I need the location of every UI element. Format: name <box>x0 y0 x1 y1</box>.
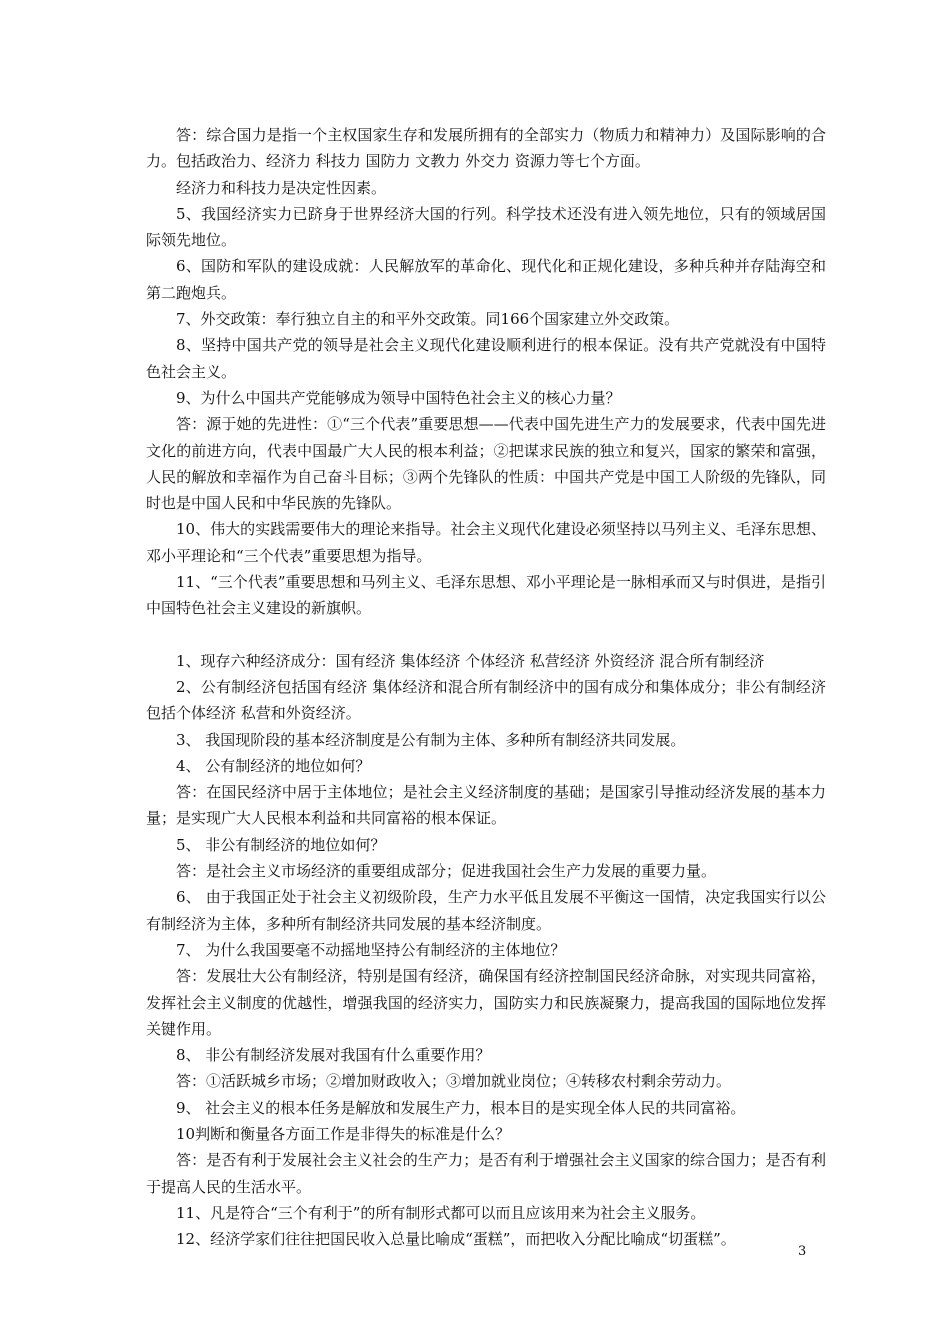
paragraph: 10、伟大的实践需要伟大的理论来指导。社会主义现代化建设必须坚持以马列主义、毛泽东思想、邓小平理论和“三个代表”重要思想为指导。 <box>146 520 826 565</box>
paragraph: 11、凡是符合“三个有利于”的所有制形式都可以而且应该用来为社会主义服务。 <box>176 1203 706 1222</box>
paragraph: 答：是否有利于发展社会主义社会的生产力；是否有利于增强社会主义国家的综合国力；是否有利于提高人民的生活水平。 <box>146 1151 826 1196</box>
paragraph: 5、 非公有制经济的地位如何？ <box>176 835 386 854</box>
paragraph: 4、 公有制经济的地位如何？ <box>176 756 371 775</box>
paragraph: 11、“三个代表”重要思想和马列主义、毛泽东思想、邓小平理论是一脉相承而又与时俱进，是指引中国特色社会主义建设的新旗帜。 <box>146 573 826 618</box>
paragraph: 6、 由于我国正处于社会主义初级阶段，生产力水平低且发展不平衡这一国情，决定我国实行以公有制经济为主体，多种所有制经济共同发展的基本经济制度。 <box>146 888 826 933</box>
paragraph: 7、外交政策：奉行独立自主的和平外交政策。同166个国家建立外交政策。 <box>176 310 680 329</box>
paragraph: 9、为什么中国共产党能够成为领导中国特色社会主义的核心力量？ <box>176 388 621 407</box>
paragraph: 7、 为什么我国要毫不动摇地坚持公有制经济的主体地位？ <box>176 940 566 959</box>
paragraph: 8、坚持中国共产党的领导是社会主义现代化建设顺利进行的根本保证。没有共产党就没有中国特色社会主义。 <box>146 336 826 381</box>
paragraph: 10判断和衡量各方面工作是非得失的标准是什么？ <box>176 1124 511 1143</box>
paragraph: 9、 社会主义的根本任务是解放和发展生产力，根本目的是实现全体人民的共同富裕。 <box>176 1098 746 1117</box>
paragraph: 答：发展壮大公有制经济，特别是国有经济，确保国有经济控制国民经济命脉，对实现共同富裕，发挥社会主义制度的优越性，增强我国的经济实力，国防实力和民族凝聚力，提高我国的国际地位发挥关键作用。 <box>146 967 826 1038</box>
page-content <box>146 122 826 1252</box>
paragraph: 3、 我国现阶段的基本经济制度是公有制为主体、多种所有制经济共同发展。 <box>176 730 686 749</box>
paragraph: 1、现存六种经济成分：国有经济 集体经济 个体经济 私营经济 外资经济 混合所有制经济 <box>176 651 765 670</box>
paragraph: 答：在国民经济中居于主体地位；是社会主义经济制度的基础；是国家引导推动经济发展的基本力量；是实现广大人民根本利益和共同富裕的根本保证。 <box>146 783 826 828</box>
paragraph: 答：①活跃城乡市场；②增加财政收入；③增加就业岗位；④转移农村剩余劳动力。 <box>176 1072 732 1091</box>
paragraph: 答：是社会主义市场经济的重要组成部分；促进我国社会生产力发展的重要力量。 <box>176 862 717 881</box>
paragraph: 2、公有制经济包括国有经济 集体经济和混合所有制经济中的国有成分和集体成分；非公有制经济包括个体经济 私营和外资经济。 <box>146 677 826 723</box>
section-gap <box>146 622 826 648</box>
page-number: 3 <box>798 1244 807 1259</box>
paragraph: 5、我国经济实力已跻身于世界经济大国的行列。科学技术还没有进入领先地位，只有的领域居国际领先地位。 <box>146 204 826 250</box>
paragraph: 12、经济学家们往往把国民收入总量比喻成“蛋糕”，而把收入分配比喻成“切蛋糕”。 <box>176 1230 736 1249</box>
paragraph: 8、 非公有制经济发展对我国有什么重要作用？ <box>176 1046 491 1065</box>
paragraph: 答：综合国力是指一个主权国家生存和发展所拥有的全部实力（物质力和精神力）及国际影响的合力。包括政治力、经济力 科技力 国防力 文教力 外交力 资源力等七个方面。 <box>146 126 826 171</box>
paragraph: 答：源于她的先进性：①“三个代表”重要思想——代表中国先进生产力的发展要求，代表中国先进文化的前进方向，代表中国最广大人民的根本利益；②把谋求民族的独立和复兴，国家的繁荣和富强，人民的解放和幸福作为自己奋斗目标；③两个先锋队的性质：中国共产党是中国工人阶级的先锋队，同时也是中国人民和中华民族的先锋队。 <box>146 415 826 513</box>
paragraph: 6、国防和军队的建设成就：人民解放军的革命化、现代化和正规化建设，多种兵种并存陆海空和第二跑炮兵。 <box>146 257 826 302</box>
paragraph: 经济力和科技力是决定性因素。 <box>176 178 387 197</box>
